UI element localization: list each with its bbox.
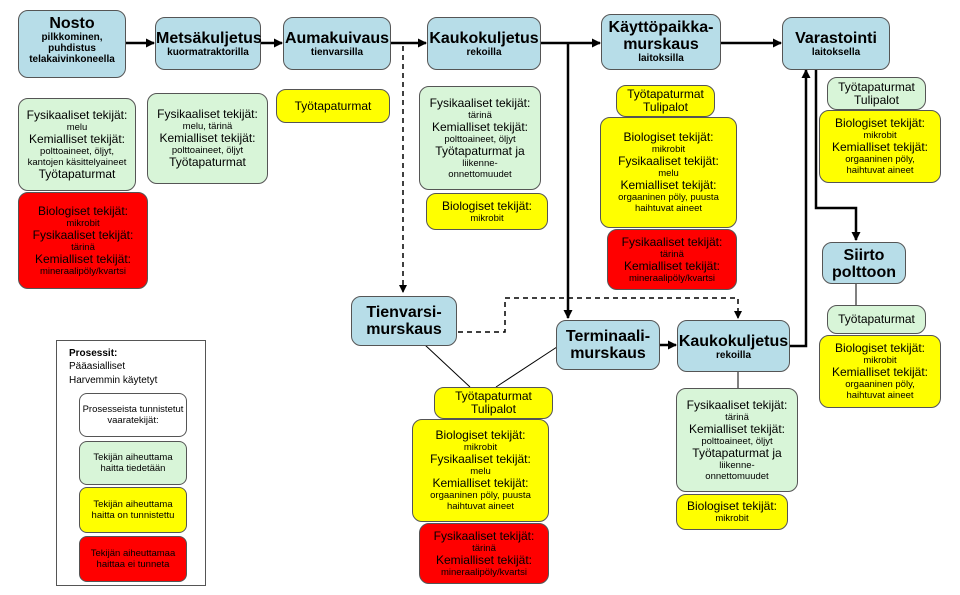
hazard-detail: onnettomuudet (705, 470, 769, 482)
process-aumakuivaus-title: Aumakuivaus (284, 30, 390, 47)
process-aumakuivaus-sub: tienvarsilla (310, 47, 364, 58)
hazard-detail: tärinä (468, 109, 492, 121)
process-siirto-title1: Siirto (843, 247, 885, 264)
hazard-heading: Fysikaaliset tekijät: (618, 154, 719, 168)
process-metsakuljetus-title: Metsäkuljetus (156, 30, 262, 47)
hazard-detail: melu (66, 121, 88, 133)
process-kaukokuljetus-1-title: Kaukokuljetus (429, 30, 539, 47)
legend (56, 340, 206, 586)
hazard-heading: Biologiset tekijät: (623, 130, 714, 144)
hazard-heading: Kemialliset tekijät: (431, 119, 529, 134)
hazard-detail: melu (658, 168, 679, 179)
hazard-detail: liikenne- (462, 157, 498, 169)
hazard-heading: Työtapaturmat ja (692, 445, 782, 460)
hazard-heading: Työtapaturmat (294, 98, 372, 113)
process-kaukokuljetus-2-sub: rekoilla (715, 350, 752, 361)
legend-red-box: Tekijän aiheuttamaa haittaa ei tunneta (79, 536, 187, 582)
process-siirto (822, 242, 906, 284)
hazard-heading: Biologiset tekijät: (686, 499, 778, 513)
hazard-heading: Fysikaaliset tekijät: (32, 227, 134, 242)
legend-rare-label: Harvemmin käytetyt (69, 375, 158, 386)
hazard-detail: mineraalipöly/kvartsi (628, 272, 716, 284)
hazard-detail: mikrobit (651, 144, 686, 155)
hazards-kauko2-identified (676, 494, 788, 530)
process-kaukokuljetus-2 (677, 320, 790, 372)
hazard-detail: orgaaninen pöly, (845, 379, 915, 390)
hazard-heading: Kemialliset tekijät: (620, 178, 717, 192)
hazards-nosto-unknown (18, 192, 148, 289)
hazard-detail: haihtuvat aineet (634, 203, 703, 214)
hazard-heading: Tulipalot (854, 92, 899, 107)
hazard-heading: Biologiset tekijät: (37, 203, 129, 218)
legend-title: Prosessit: (69, 348, 118, 359)
hazard-detail: orgaaninen pöly, puusta (430, 490, 531, 501)
hazard-heading: Työtapaturmat (838, 79, 915, 94)
hazard-heading: Kemialliset tekijät: (435, 552, 533, 567)
hazard-detail: polttoaineet, öljyt (701, 435, 773, 447)
process-kayttopaikka-sub: laitoksilla (638, 53, 684, 64)
hazard-heading: Työtapaturmat (38, 166, 116, 181)
process-nosto-sub3: telakaivinkoneella (29, 54, 115, 65)
connector-tienvarsi-box (425, 345, 470, 387)
hazard-detail: mineraalipöly/kvartsi (39, 265, 127, 277)
hazard-detail: mikrobit (715, 513, 749, 524)
hazard-detail: polttoaineet, öljyt, (40, 145, 114, 157)
hazard-heading: Työtapaturmat (455, 389, 532, 403)
hazard-heading: Biologiset tekijät: (834, 341, 926, 355)
hazard-heading: Työtapaturmat ja (435, 143, 525, 158)
process-aumakuivaus (283, 17, 391, 70)
process-kayttopaikka-title1: Käyttöpaikka- (608, 19, 714, 36)
process-kayttopaikka-title2: murskaus (623, 36, 699, 53)
hazard-detail: tärinä (660, 248, 684, 260)
process-kaukokuljetus-1-sub: rekoilla (466, 47, 502, 58)
hazard-detail: tärinä (472, 542, 496, 554)
connector-terminaali-box (496, 345, 560, 387)
hazard-detail: mineraalipöly/kvartsi (440, 566, 528, 578)
process-siirto-title2: polttoon (832, 264, 896, 281)
hazard-detail: tärinä (71, 241, 95, 253)
legend-main-label: Pääasialliset (69, 361, 126, 372)
process-terminaali-title1: Terminaali- (565, 328, 651, 345)
process-varastointi-sub: laitoksella (811, 47, 861, 58)
hazard-detail: haihtuvat aineet (846, 165, 914, 176)
hazard-heading: Kemialliset tekijät: (159, 131, 256, 145)
hazard-heading: Työtapaturmat (627, 87, 704, 101)
legend-green-box: Tekijän aiheuttama haitta tiedetään (79, 441, 187, 485)
hazards-kaytto-identified-1 (616, 85, 715, 117)
hazard-heading: Kemialliset tekijät: (623, 258, 721, 273)
hazard-detail: haihtuvat aineet (446, 501, 515, 512)
hazards-kauko1-known (419, 86, 541, 190)
hazard-heading: Kemialliset tekijät: (432, 476, 529, 490)
hazards-kaytto-unknown (607, 229, 737, 290)
process-tienvarsi-title2: murskaus (366, 321, 442, 338)
process-metsakuljetus (155, 17, 261, 70)
hazard-detail: polttoaineet, öljyt (444, 133, 516, 145)
process-nosto-sub1: pilkkominen, (41, 32, 103, 43)
hazard-heading: Kemialliset tekijät: (831, 365, 929, 379)
hazard-heading: Fysikaaliset tekijät: (430, 452, 531, 466)
process-terminaali (556, 320, 660, 370)
hazard-detail: mikrobit (463, 442, 498, 453)
hazard-heading: Biologiset tekijät: (834, 116, 926, 130)
hazard-detail: onnettomuudet (448, 168, 512, 180)
hazard-detail: kantojen käsittelyaineet (27, 156, 127, 168)
hazard-heading: Fysikaaliset tekijät: (157, 107, 258, 121)
arrow-kauko2-varasto (790, 70, 806, 346)
process-metsakuljetus-sub: kuormatraktorilla (167, 47, 249, 58)
hazard-detail: haihtuvat aineet (846, 390, 914, 401)
legend-yellow-box: Tekijän aiheuttama haitta on tunnistettu (79, 487, 187, 533)
hazard-heading: Kemialliset tekijät: (34, 251, 132, 266)
hazard-detail: mikrobit (863, 355, 897, 366)
hazard-detail: liikenne- (719, 459, 755, 471)
process-kayttopaikka (601, 14, 721, 70)
hazard-heading: Työtapaturmat (169, 155, 246, 169)
hazards-kauko2-known (676, 388, 798, 492)
hazard-detail: orgaaninen pöly, (845, 154, 915, 165)
hazard-heading: Biologiset tekijät: (441, 198, 533, 213)
hazard-heading: Biologiset tekijät: (435, 428, 526, 442)
hazard-detail: melu (470, 466, 491, 477)
process-tienvarsi (351, 296, 457, 346)
hazards-nosto-known (18, 98, 136, 191)
hazard-heading: Fysikaaliset tekijät: (686, 397, 788, 412)
hazard-heading: Kemialliset tekijät: (831, 140, 929, 154)
hazard-heading: Työtapaturmat (838, 312, 915, 326)
hazard-detail: mikrobit (863, 130, 897, 141)
process-tienvarsi-title1: Tienvarsi- (366, 304, 442, 321)
process-nosto-title: Nosto (49, 15, 95, 32)
hazards-mid-unknown (419, 523, 549, 584)
hazards-mid-identified-2 (412, 419, 549, 522)
hazard-detail: polttoaineet, öljyt (171, 145, 244, 156)
hazards-metsa-known (147, 93, 268, 184)
hazard-heading: Fysikaaliset tekijät: (621, 234, 723, 249)
hazard-heading: Tulipalot (471, 402, 516, 416)
process-varastointi-title: Varastointi (795, 30, 877, 47)
hazard-detail: melu, tärinä (182, 121, 233, 132)
hazard-detail: orgaaninen pöly, puusta (618, 192, 719, 203)
legend-white-box: Prosesseista tunnistetut vaaratekijät: (79, 393, 187, 437)
process-varastointi (782, 17, 890, 70)
hazards-mid-identified-1 (434, 387, 553, 419)
hazard-detail: tärinä (725, 411, 749, 423)
hazard-heading: Kemialliset tekijät: (28, 131, 126, 146)
hazards-varasto-identified (819, 110, 941, 183)
hazards-varasto-known (827, 77, 926, 110)
process-kaukokuljetus-2-title: Kaukokuljetus (678, 333, 789, 350)
process-terminaali-title2: murskaus (570, 345, 646, 362)
hazard-heading: Fysikaaliset tekijät: (26, 107, 128, 122)
process-nosto (18, 10, 126, 78)
hazards-siirto-identified (819, 335, 941, 408)
hazards-auma-identified (276, 89, 390, 123)
hazard-detail: mikrobit (66, 217, 100, 229)
hazard-heading: Fysikaaliset tekijät: (429, 95, 531, 110)
hazards-kaytto-identified-2 (600, 117, 737, 228)
hazard-detail: mikrobit (470, 212, 504, 224)
hazard-heading: Tulipalot (643, 100, 688, 114)
process-nosto-sub2: puhdistus (48, 43, 96, 54)
hazards-siirto-known (827, 305, 926, 334)
hazard-heading: Fysikaaliset tekijät: (433, 528, 535, 543)
hazards-kauko1-identified (426, 193, 548, 230)
process-kaukokuljetus-1 (427, 17, 541, 70)
hazard-heading: Kemialliset tekijät: (688, 421, 786, 436)
